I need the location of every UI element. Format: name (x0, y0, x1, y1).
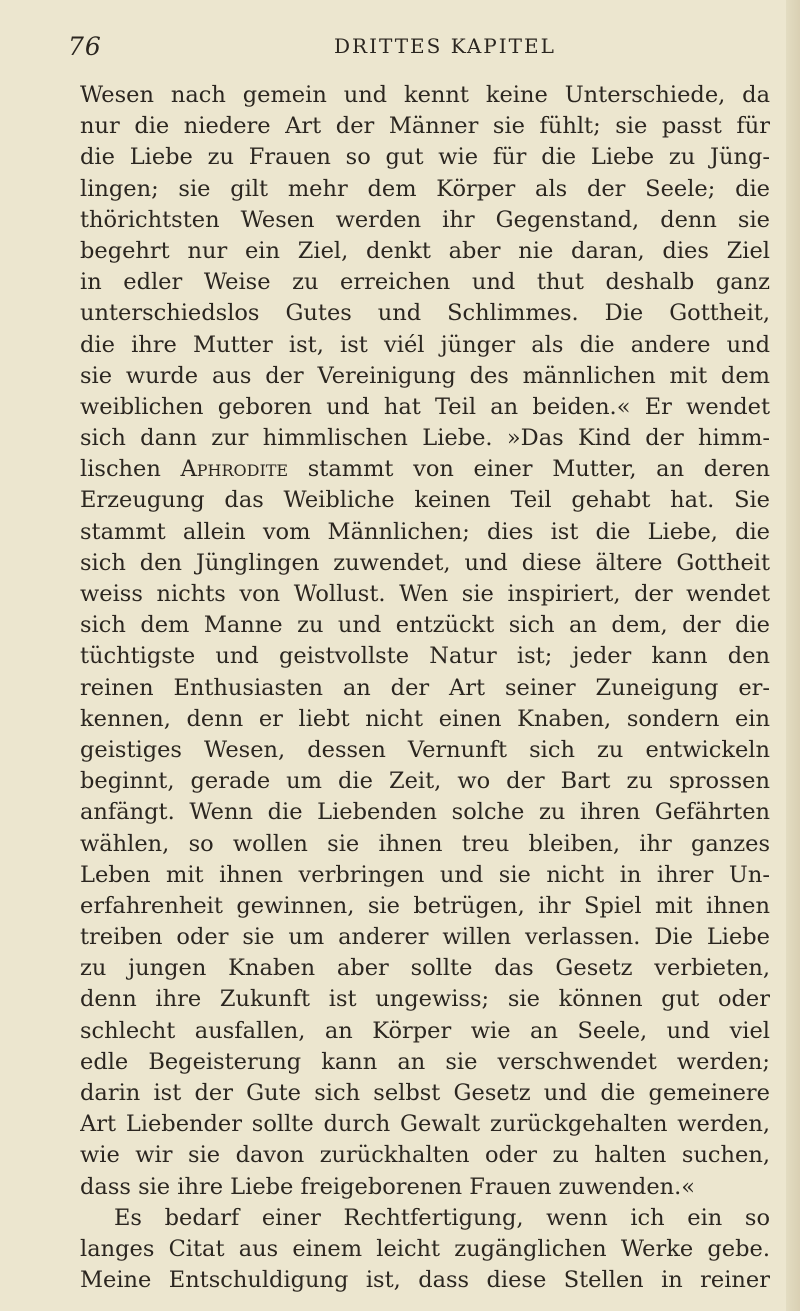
text-line: unterschiedslos Gutes und Schlimmes. Die Gottheit, (80, 300, 770, 327)
text-line: die Liebe zu Frauen so gut wie für die Liebe zu Jüng- (80, 144, 770, 171)
page-number: 76 (68, 32, 102, 61)
text-line: wählen, so wollen sie ihnen treu bleiben, ihr ganzes (80, 830, 770, 857)
text-line: denn ihre Zukunft ist ungewiss; sie können gut oder (80, 986, 770, 1013)
text-line: in edler Weise zu erreichen und thut deshalb ganz (80, 269, 770, 296)
text-line: weiss nichts von Wollust. Wen sie inspiriert, der wendet (80, 581, 770, 607)
text-line: stammt allein vom Männlichen; dies ist die Liebe, die (80, 518, 770, 545)
text-line: edle Begeisterung kann an sie verschwendet werden; (80, 1048, 770, 1075)
text-line: lingen; sie gilt mehr dem Körper als der Seele; die (80, 175, 770, 202)
text-line: thörichtsten Wesen werden ihr Gegenstand, denn sie (80, 206, 770, 233)
text-fragment: stammt von einer Mutter, an deren (288, 456, 770, 483)
text-line: anfängt. Wenn die Liebenden solche zu ihren Gefährten (80, 799, 770, 826)
text-line: wie wir sie davon zurückhalten oder zu halten suchen, (80, 1142, 770, 1169)
text-line: weiblichen geboren und hat Teil an beiden.« Er wendet (80, 393, 770, 420)
text-line: Leben mit ihnen verbringen und sie nicht in ihrer Un- (80, 861, 770, 888)
text-line: geistiges Wesen, dessen Vernunft sich zu entwickeln (80, 736, 770, 763)
text-line: beginnt, gerade um die Zeit, wo der Bart zu sprossen (80, 768, 770, 795)
text-line: Art Liebender sollte durch Gewalt zurückgehalten werden, (80, 1111, 770, 1138)
text-line: erfahrenheit gewinnen, sie betrügen, ihr Spiel mit ihnen (80, 892, 770, 919)
text-line: tüchtigste und geistvollste Natur ist; jeder kann den (80, 643, 770, 670)
text-line: Erzeugung das Weibliche keinen Teil gehabt hat. Sie (80, 487, 770, 514)
page-header (68, 18, 768, 62)
text-line: reinen Enthusiasten an der Art seiner Zuneigung er- (80, 674, 770, 701)
text-line-paragraph-start: Es bedarf einer Rechtfertigung, wenn ich ein so (114, 1204, 770, 1231)
running-head: DRITTES KAPITEL (334, 34, 556, 58)
text-line: Meine Entschuldigung ist, dass diese Stellen in reiner (80, 1267, 770, 1294)
text-line: begehrt nur ein Ziel, denkt aber nie daran, dies Ziel (80, 237, 770, 264)
text-line-aphrodite (80, 454, 770, 485)
text-line: dass sie ihre Liebe freigeborenen Frauen zuwenden.« (80, 1173, 696, 1200)
text-line: zu jungen Knaben aber sollte das Gesetz verbieten, (80, 955, 770, 982)
text-line: Wesen nach gemein und kennt keine Unterschiede, da (80, 82, 770, 108)
text-line: treiben oder sie um anderer willen verlassen. Die Liebe (80, 924, 770, 951)
text-line: langes Citat aus einem leicht zugänglichen Werke gebe. (80, 1235, 770, 1262)
body-text (80, 80, 770, 1296)
text-fragment: lischen (80, 456, 181, 483)
text-line: sich dann zur himmlischen Liebe. »Das Kind der himm- (80, 425, 770, 452)
text-line: sich dem Manne zu und entzückt sich an dem, der die (80, 612, 770, 639)
text-line: schlecht ausfallen, an Körper wie an Seele, und viel (80, 1017, 770, 1044)
text-line: die ihre Mutter ist, ist viél jünger als die andere und (80, 331, 770, 358)
text-line: nur die niedere Art der Männer sie fühlt; sie passt für (80, 113, 770, 140)
aphrodite-smallcaps: Aphrodite (180, 456, 289, 483)
text-line: sie wurde aus der Vereinigung des männlichen mit dem (80, 362, 770, 389)
page-edge (786, 0, 800, 1311)
text-line: sich den Jünglingen zuwendet, und diese ältere Gottheit (80, 549, 770, 576)
text-line: darin ist der Gute sich selbst Gesetz und die gemeinere (80, 1080, 770, 1106)
text-line: kennen, denn er liebt nicht einen Knaben, sondern ein (80, 705, 770, 732)
